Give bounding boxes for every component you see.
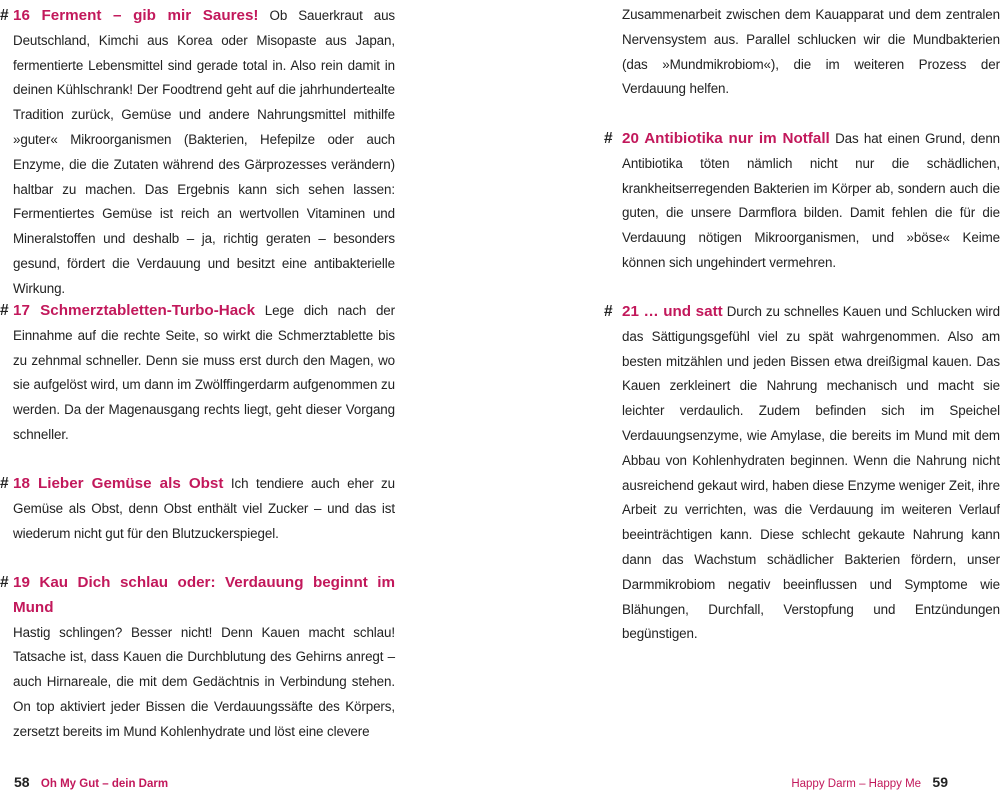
hash-marker: # xyxy=(0,7,9,24)
tip-body: Durch zu schnelles Kauen und Schlucken wird das Sättigungsgefühl viel zu spät wahrgenommen. Also am besten mitzählen und jeden Bissen etwa dreißigmal kauen. Das Kauen zerkleinert die Nahrung mechanisch und macht sie leichter verdaulich. Zudem befinden sich im Speichel Verdauungsenzyme, wie Amylase, die bereits im Mund mit dem Abbau von Kohlenhydraten beginnen. Wenn die Nahrung nicht ausreichend gekaut wird, haben diese Enzyme weniger Zeit, ihre Arbeit zu verrichten, was die Verdauung im weiteren Verlauf beeinträchtigen kann. Diese schlecht gekaute Nahrung kann dann das Wachstum schädlicher Bakterien fördern, unser Darmmikrobiom negativ beeinflussen und Symptome wie Blähungen, Durchfall, Verstopfung und Entzündungen begünstigen. xyxy=(622,304,1000,642)
tip-paragraph xyxy=(13,4,395,302)
tip-title: 19 Kau Dich schlau oder: Verdauung beginnt im Mund xyxy=(13,574,395,616)
tip-body: Das hat einen Grund, denn Antibiotika töten nämlich nicht nur die schädlichen, krankheitserregenden Bakterien im Körper ab, sondern auch die guten, die unsere Darmflora bilden. Damit fehlen die für die Verdauung nötigen Mikroorganismen, und »böse« Keime können sich ungehindert vermehren. xyxy=(622,131,1000,270)
tip-body: Ob Sauerkraut aus Deutschland, Kimchi aus Korea oder Misopaste aus Japan, fermentierte Lebensmittel sind gerade total in. Also rein damit in deinen Kühlschrank! Der Foodtrend geht auf die jahrhundertealte Tradition zurück, Gemüse und andere Nahrungsmittel mithilfe »guter« Mikroorganismen (Bakterien, Hefepilze oder auch Enzyme, die die Zutaten während des Gärprozesses verändern) haltbar zu machen. Das Ergebnis kann sich sehen lassen: Fermentiertes Gemüse ist reich an wertvollen Vitaminen und Mineralstoffen und deshalb – ja, richtig geraten – besonders gesund, fördert die Verdauung und besitzt eine antibakterielle Wirkung. xyxy=(13,8,396,296)
tip-paragraph xyxy=(622,300,1000,647)
tip-body: Hastig schlingen? Besser nicht! Denn Kauen macht schlau! Tatsache ist, dass Kauen die Durchblutung des Gehirns anregt – auch Hirnareale, die mit dem Gedächtnis in Verbindung stehen. On top aktiviert jeder Bissen die Verdauungssäfte des Körpers, zersetzt bereits im Mund Kohlenhydrate und löst eine clevere xyxy=(13,624,395,739)
footer-right xyxy=(791,770,948,794)
hash-marker: # xyxy=(0,302,9,319)
tip-paragraph xyxy=(622,127,1000,276)
tip-title: 17 Schmerztabletten-Turbo-Hack xyxy=(13,302,256,319)
tip-18 xyxy=(0,472,395,546)
hash-marker: # xyxy=(604,303,613,320)
tip-title: 20 Antibiotika nur im Notfall xyxy=(622,130,830,147)
continuation-paragraph: Zusammenarbeit zwischen dem Kauapparat und dem zentralen Nervensystem aus. Parallel schlucken wir die Mundbakterien (das »Mundmikrobiom«), die im weiteren Prozess der Verdauung helfen. xyxy=(622,7,1000,97)
footer-left xyxy=(14,770,168,794)
tip-21 xyxy=(604,300,1000,647)
page-number: 59 xyxy=(932,774,948,790)
hash-marker: # xyxy=(0,475,9,492)
tip-paragraph xyxy=(13,472,395,546)
tip-17 xyxy=(0,299,395,448)
tip-title: 18 Lieber Gemüse als Obst xyxy=(13,475,224,492)
tip-16 xyxy=(0,4,395,302)
tip-paragraph xyxy=(13,299,395,448)
running-title: Oh My Gut – dein Darm xyxy=(40,778,169,790)
hash-marker: # xyxy=(604,130,613,147)
tip-title: 21 … und satt xyxy=(622,303,723,320)
page-number: 58 xyxy=(14,774,30,790)
tip-body: Ich tendiere auch eher zu Gemüse als Obst, denn Obst enthält viel Zucker – und das ist wiederum nicht gut für den Blutzuckerspiegel. xyxy=(13,476,395,541)
tip-20 xyxy=(604,127,1000,276)
tip-title: 16 Ferment – gib mir Saures! xyxy=(13,7,259,24)
tip-body: Lege dich nach der Einnahme auf die rechte Seite, so wirkt die Schmerztablette bis zu zehnmal schneller. Denn sie muss erst durch den Magen, wo sie aufgelöst wird, um dann im Zwölffingerdarm aufgenommen zu werden. Da der Magenausgang rechts liegt, geht dieser Vorgang schneller. xyxy=(13,303,395,442)
hash-marker: # xyxy=(0,574,9,591)
tip-paragraph xyxy=(13,571,395,745)
running-title: Happy Darm – Happy Me xyxy=(791,778,922,790)
tip-19 xyxy=(0,571,395,745)
continuation-text xyxy=(622,3,1000,102)
